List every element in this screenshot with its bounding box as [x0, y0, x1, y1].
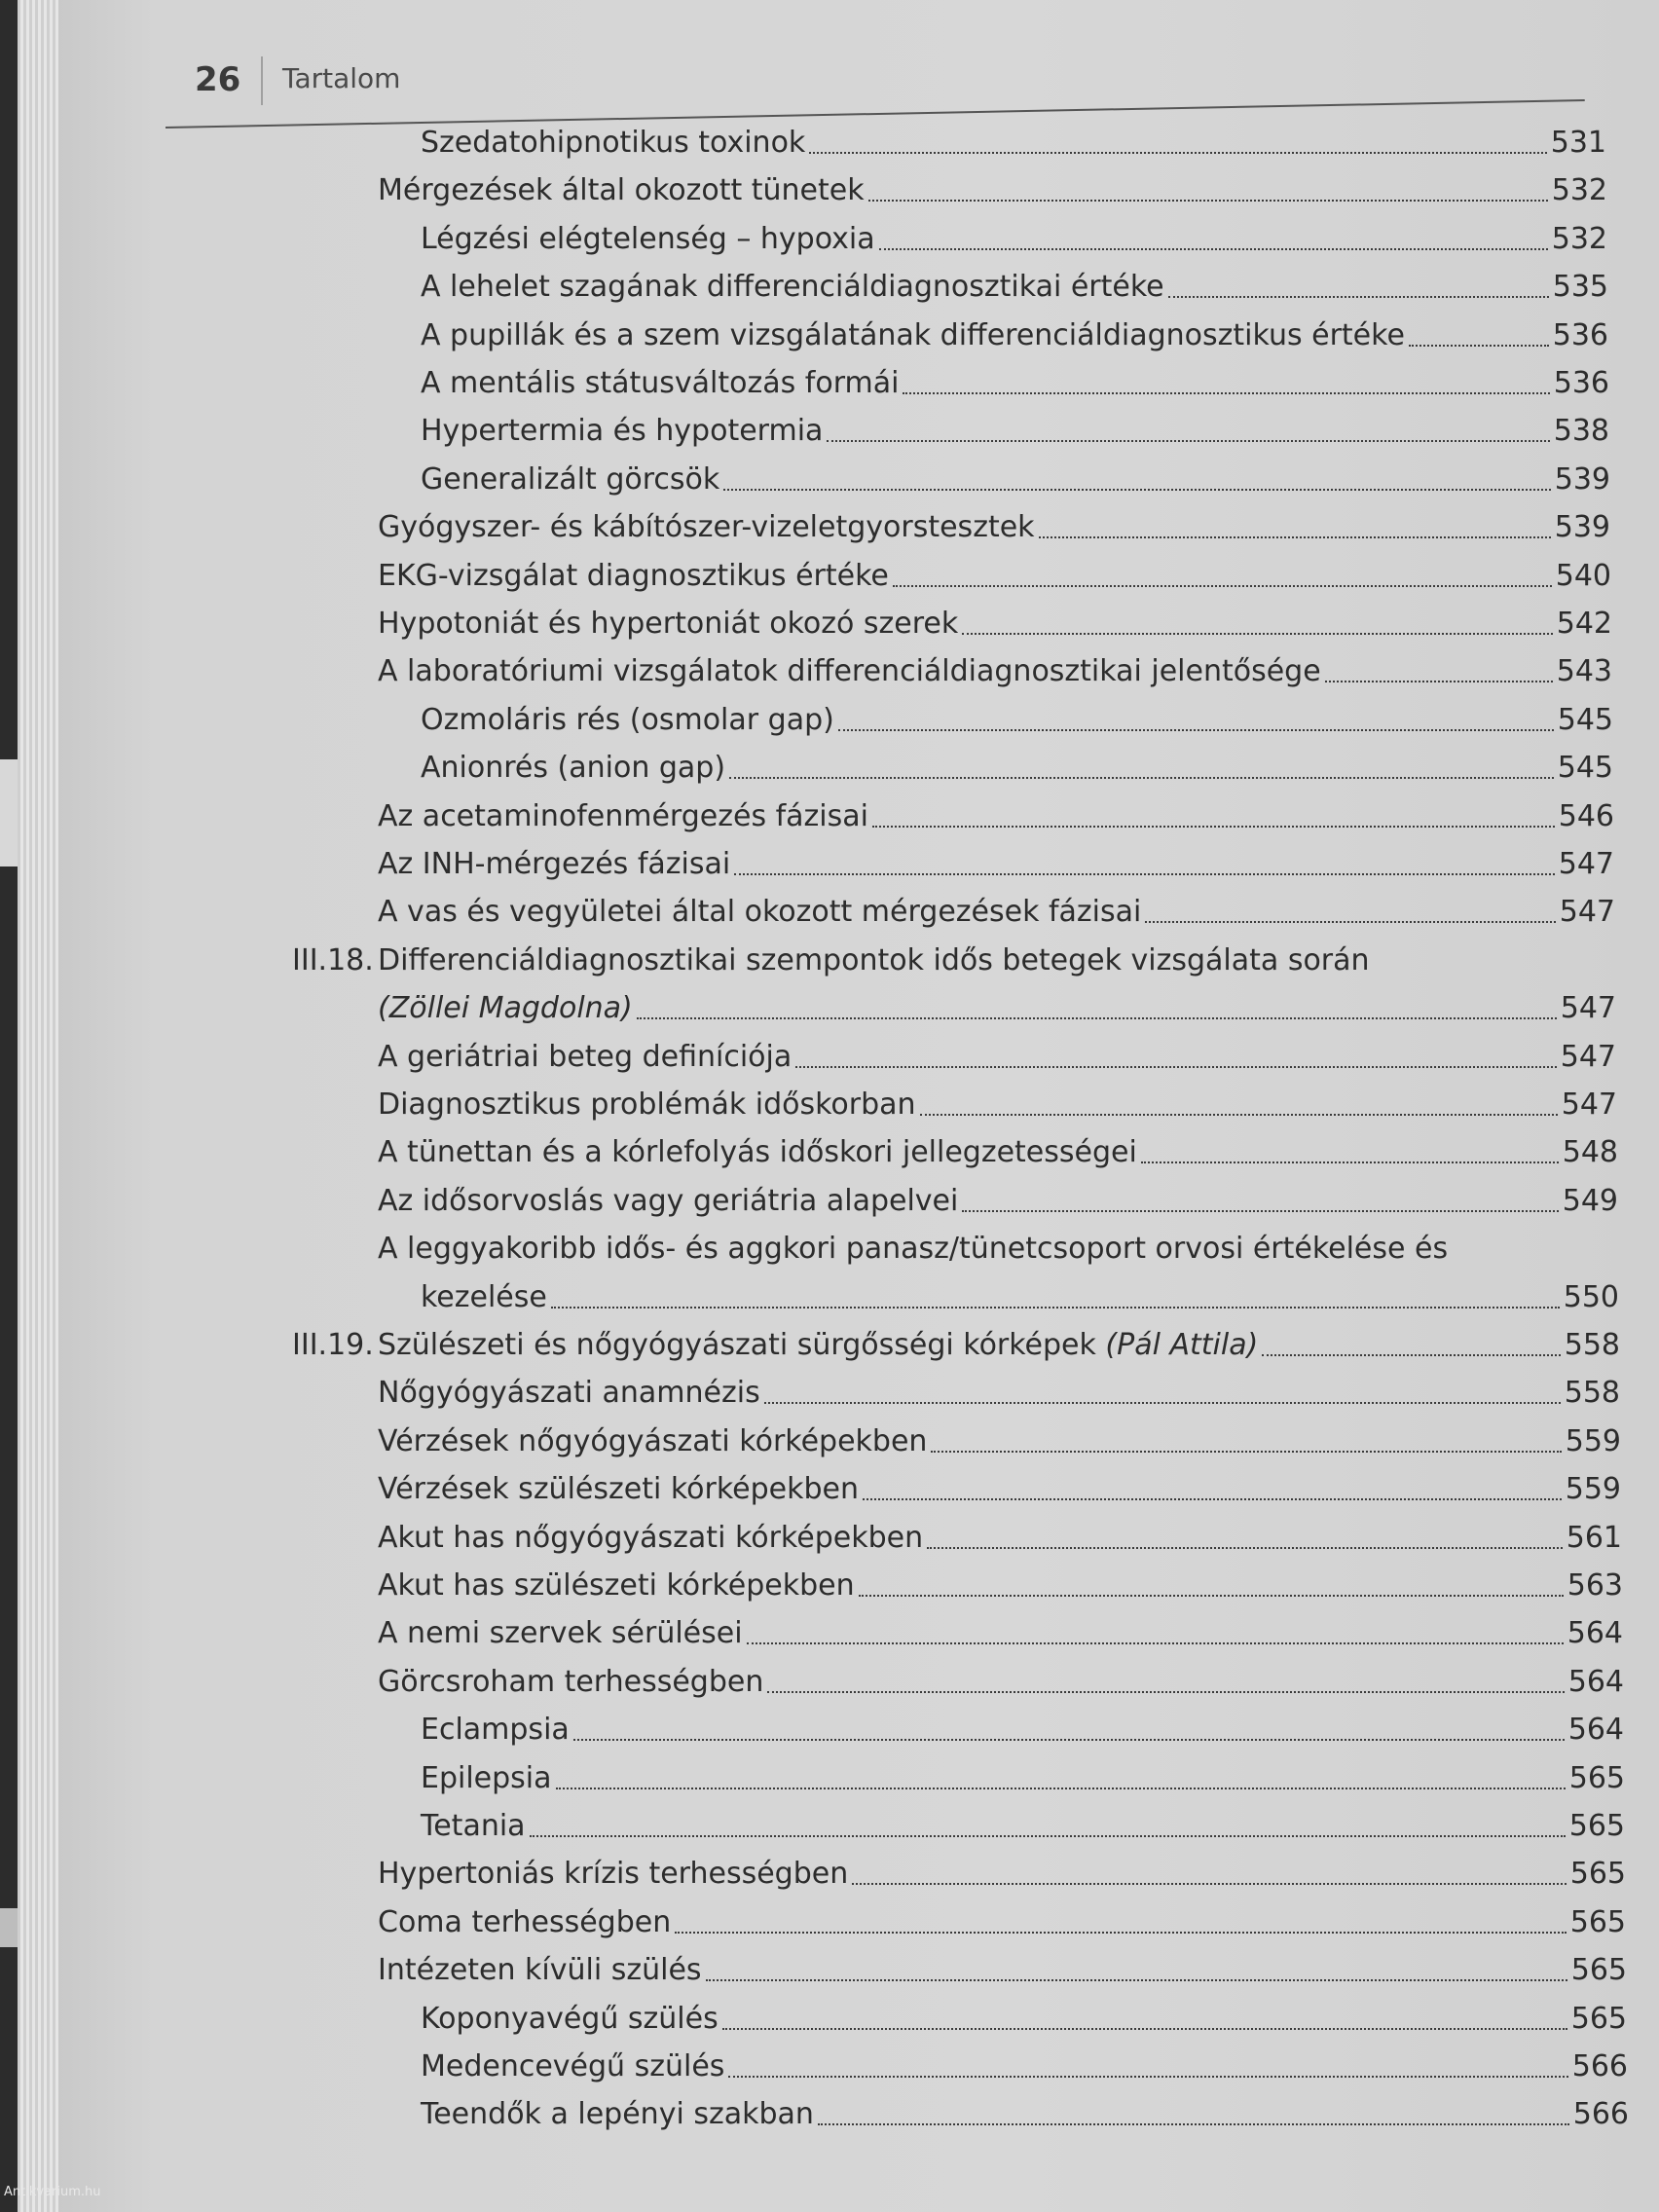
toc-leader-dots — [573, 1739, 1565, 1741]
toc-leader-dots — [1325, 681, 1553, 682]
toc-leader-dots — [818, 2123, 1569, 2125]
toc-entry-title-text: Anionrés (anion gap) — [421, 751, 726, 785]
toc-leader-dots — [920, 1114, 1558, 1116]
toc-page-number: 540 — [1555, 559, 1611, 593]
toc-entry — [421, 702, 1613, 743]
toc-entry — [378, 653, 1612, 694]
toc-entry-title — [421, 126, 805, 166]
toc-entry-title — [378, 510, 1035, 550]
toc-entry — [378, 1904, 1626, 1945]
toc-entry-title-text: Teendők a lepényi szakban — [421, 2097, 814, 2131]
toc-entry-title-text: Generalizált görcsök — [421, 462, 720, 497]
toc-entry — [421, 413, 1609, 454]
toc-page-number: 566 — [1571, 2049, 1628, 2083]
toc-entry — [378, 1183, 1618, 1224]
toc-entry-title-text: Vérzések szülészeti kórképekben — [378, 1472, 859, 1506]
toc-leader-dots — [893, 585, 1552, 587]
page-number: 26 — [195, 60, 241, 99]
toc-entry-title-text: Tetania — [421, 1809, 526, 1843]
toc-entry-title-text: Koponyavégű szülés — [421, 2002, 719, 2036]
toc-entry — [421, 125, 1606, 166]
toc-leader-dots — [637, 1017, 1557, 1019]
toc-page-number: 545 — [1557, 703, 1613, 737]
toc-page-number: 545 — [1557, 751, 1613, 785]
toc-entry — [421, 461, 1610, 502]
toc-leader-dots — [827, 440, 1549, 442]
toc-entry-title — [421, 270, 1164, 310]
toc-entry-title-text: Differenciáldiagnosztikai szempontok idős betegek vizsgálata során — [378, 943, 1370, 977]
toc-page-number: 565 — [1569, 1857, 1626, 1891]
toc-page-number: 548 — [1562, 1135, 1618, 1169]
toc-leader-dots — [931, 1451, 1561, 1453]
toc-entry-title — [378, 895, 1141, 935]
toc-entry-title-text: Akut has szülészeti kórképekben — [378, 1568, 855, 1603]
toc-page-number: 547 — [1558, 847, 1614, 881]
toc-entry — [421, 1760, 1625, 1801]
toc-entry — [378, 990, 1616, 1031]
toc-leader-dots — [723, 489, 1550, 491]
toc-entry — [378, 558, 1611, 599]
toc-entry-title — [421, 462, 719, 502]
toc-page-number: 559 — [1565, 1424, 1621, 1458]
toc-page-number: 563 — [1567, 1568, 1623, 1603]
toc-leader-dots — [530, 1835, 1566, 1837]
toc-entry-title — [378, 1616, 743, 1656]
toc-leader-dots — [927, 1547, 1563, 1549]
toc-leader-dots — [809, 152, 1546, 154]
book-spine — [0, 0, 19, 2212]
toc-entry — [378, 798, 1614, 839]
toc-page-number: 542 — [1556, 607, 1612, 641]
toc-entry — [378, 1134, 1618, 1175]
toc-entry-title — [378, 1665, 763, 1705]
toc-leader-dots — [962, 1210, 1558, 1212]
toc-entry-title-text: Görcsroham terhességben — [378, 1665, 764, 1699]
toc-entry-title-text: A geriátriai beteg definíciója — [378, 1040, 793, 1074]
toc-entry-title-text: Gyógyszer- és kábítószer-vizeletgyorstesztek — [378, 510, 1035, 544]
toc-entry — [378, 509, 1610, 550]
toc-page-number: 559 — [1565, 1472, 1621, 1506]
toc-leader-dots — [556, 1788, 1566, 1789]
toc-leader-dots — [747, 1642, 1564, 1644]
toc-page-number: 549 — [1562, 1184, 1618, 1218]
toc-entry — [378, 606, 1612, 646]
toc-page-number: 532 — [1551, 222, 1607, 256]
toc-entry-author: (Zöllei Magdolna) — [378, 991, 633, 1025]
toc-entry-author: (Pál Attila) — [1105, 1328, 1259, 1362]
toc-entry — [378, 894, 1615, 935]
toc-page-number: 532 — [1551, 173, 1607, 207]
toc-entry-title — [378, 1424, 927, 1464]
toc-page-number: 565 — [1570, 2002, 1627, 2036]
toc-leader-dots — [551, 1307, 1560, 1309]
toc-entry-title-text: Intézeten kívüli szülés — [378, 1953, 702, 1987]
toc-entry-title — [421, 2097, 814, 2137]
toc-page-number: 535 — [1552, 270, 1608, 304]
toc-page-number: 561 — [1566, 1521, 1622, 1555]
toc-leader-dots — [859, 1595, 1564, 1597]
toc-page-number: 539 — [1554, 510, 1610, 544]
toc-leader-dots — [872, 826, 1555, 828]
toc-entry-title — [378, 943, 1370, 983]
toc-leader-dots — [1145, 921, 1555, 923]
toc-entry-title — [378, 799, 868, 839]
toc-entry-title-text: Hypertoniás krízis terhességben — [378, 1857, 849, 1891]
toc-page-number: 565 — [1570, 1953, 1627, 1987]
toc-entry-title — [378, 1857, 848, 1897]
toc-leader-dots — [706, 1979, 1567, 1981]
toc-entry-title-text: Hypertermia és hypotermia — [421, 414, 824, 448]
toc-leader-dots — [868, 200, 1548, 202]
toc-page-number: 531 — [1550, 126, 1606, 160]
toc-entry — [378, 1952, 1627, 1993]
toc-entry — [378, 172, 1607, 213]
toc-entry — [421, 221, 1607, 262]
toc-entry — [378, 1567, 1623, 1608]
toc-entry-title — [378, 847, 730, 887]
toc-leader-dots — [767, 1691, 1564, 1693]
running-header-title: Tartalom — [282, 62, 401, 94]
toc-leader-dots — [838, 729, 1554, 731]
toc-leader-dots — [734, 873, 1555, 875]
toc-page-number: 547 — [1561, 1088, 1617, 1122]
toc-entry-title — [421, 366, 899, 406]
toc-entry-title-text: Hypotoniát és hypertoniát okozó szerek — [378, 607, 959, 641]
toc-entry-title-text: Epilepsia — [421, 1761, 552, 1795]
toc-page-number: 543 — [1556, 654, 1612, 688]
toc-entry-title — [421, 414, 823, 454]
toc-entry-title-text: A mentális státusváltozás formái — [421, 366, 900, 400]
toc-entry-title — [378, 1953, 702, 1993]
toc-entry — [378, 1520, 1622, 1561]
toc-entry-title — [421, 318, 1405, 358]
toc-leader-dots — [795, 1066, 1556, 1068]
toc-entry — [378, 1423, 1621, 1464]
toc-entry — [421, 2001, 1627, 2042]
toc-entry-title-text: Az INH-mérgezés fázisai — [378, 847, 731, 881]
toc-entry — [421, 365, 1609, 406]
toc-page-number: 565 — [1568, 1809, 1625, 1843]
toc-entry — [421, 317, 1608, 358]
toc-page-number: 547 — [1560, 1040, 1616, 1074]
toc-entry — [421, 1808, 1625, 1849]
toc-entry — [378, 1087, 1617, 1127]
toc-entry-title — [421, 2002, 719, 2042]
toc-entry — [378, 1375, 1620, 1416]
toc-entry-title-text: Ozmoláris rés (osmolar gap) — [421, 703, 834, 737]
toc-entry-title — [378, 1184, 958, 1224]
toc-entry — [421, 1712, 1624, 1752]
toc-section-number: III.18. — [292, 943, 374, 977]
toc-entry-title — [378, 1521, 923, 1561]
toc-entry-title-text: A vas és vegyületei által okozott mérgezések fázisai — [378, 895, 1142, 929]
toc-entry — [378, 1856, 1626, 1897]
toc-entry-title-text: Az idősorvoslás vagy geriátria alapelvei — [378, 1184, 959, 1218]
toc-page-number: 558 — [1564, 1328, 1620, 1362]
toc-entry — [378, 1471, 1621, 1512]
toc-entry-title-text: Szedatohipnotikus toxinok — [421, 126, 806, 160]
toc-entry-title-text: Medencevégű szülés — [421, 2049, 725, 2083]
toc-entry-title — [421, 1761, 552, 1801]
toc-entry-title — [378, 559, 889, 599]
toc-page-number: 564 — [1567, 1713, 1624, 1747]
toc-entry-title-text: A pupillák és a szem vizsgálatának differenciáldiagnosztikus értéke — [421, 318, 1405, 352]
toc-entry-title-text: A leggyakoribb idős- és aggkori panasz/tünetcsoport orvosi értékelése és — [378, 1232, 1449, 1266]
toc-entry-title-text: kezelése — [421, 1280, 547, 1314]
toc-leader-dots — [1039, 536, 1551, 538]
toc-entry — [421, 2096, 1629, 2137]
toc-page-number: 539 — [1554, 462, 1610, 497]
toc-entry — [292, 942, 1615, 983]
toc-entry — [378, 846, 1614, 887]
toc-entry-title — [421, 1713, 570, 1752]
toc-entry-title — [421, 222, 875, 262]
toc-page-number: 564 — [1567, 1665, 1624, 1699]
toc-page-number: 547 — [1560, 991, 1616, 1025]
toc-entry-title — [378, 607, 958, 646]
toc-page-number: 566 — [1572, 2097, 1629, 2131]
toc-entry-title — [378, 654, 1321, 694]
watermark-text: Antikvarium.hu — [4, 2185, 101, 2199]
toc-leader-dots — [1168, 296, 1549, 298]
toc-entry — [421, 1279, 1619, 1320]
toc-entry — [378, 1039, 1616, 1080]
toc-page-number: 536 — [1552, 318, 1608, 352]
toc-entry-title-text: A laboratóriumi vizsgálatok differenciáldiagnosztikai jelentősége — [378, 654, 1321, 688]
toc-page-number: 538 — [1553, 414, 1609, 448]
toc-entry-title-text: Akut has nőgyógyászati kórképekben — [378, 1521, 924, 1555]
toc-leader-dots — [879, 248, 1548, 250]
toc-entry-title — [378, 1232, 1448, 1272]
toc-entry-title-text: EKG-vizsgálat diagnosztikus értéke — [378, 559, 889, 593]
toc-entry-title-text: Diagnosztikus problémák időskorban — [378, 1088, 916, 1122]
toc-entry-title-text: Az acetaminofenmérgezés fázisai — [378, 799, 868, 833]
toc-leader-dots — [722, 2028, 1567, 2030]
toc-entry-title — [378, 1135, 1137, 1175]
toc-entry-title-text: Légzési elégtelenség – hypoxia — [421, 222, 875, 256]
toc-entry-title — [378, 1905, 671, 1945]
toc-page-number: 546 — [1558, 799, 1614, 833]
toc-entry-title-text: Vérzések nőgyógyászati kórképekben — [378, 1424, 928, 1458]
toc-entry-title — [378, 1088, 916, 1127]
toc-entry — [378, 1231, 1619, 1272]
toc-leader-dots — [863, 1498, 1562, 1500]
toc-section-number: III.19. — [292, 1328, 374, 1362]
toc-entry-title-text: Nőgyógyászati anamnézis — [378, 1376, 760, 1410]
toc-leader-dots — [764, 1402, 1561, 1404]
spine-light-band-lower — [0, 1908, 19, 1947]
toc-entry-title-text: A tünettan és a kórlefolyás időskori jellegzetességei — [378, 1135, 1137, 1169]
toc-entry-title — [421, 751, 725, 791]
toc-entry — [378, 1664, 1624, 1705]
toc-leader-dots — [1409, 345, 1549, 347]
toc-entry-title — [378, 1472, 859, 1512]
toc-entry — [292, 1327, 1620, 1368]
toc-page-number: 547 — [1559, 895, 1615, 929]
toc-entry-title — [421, 2049, 724, 2089]
toc-entry-title-text: Mérgezések által okozott tünetek — [378, 173, 865, 207]
toc-entry-title — [378, 1328, 1258, 1368]
toc-page-number: 536 — [1553, 366, 1609, 400]
toc-leader-dots — [729, 777, 1554, 779]
toc-page-number: 558 — [1564, 1376, 1620, 1410]
toc-entry-title — [378, 1376, 760, 1416]
toc-entry — [421, 269, 1608, 310]
spine-light-band — [0, 759, 19, 866]
toc-page-number: 564 — [1567, 1616, 1623, 1650]
toc-page-number: 565 — [1568, 1761, 1625, 1795]
toc-leader-dots — [728, 2076, 1567, 2078]
toc-entry — [421, 750, 1613, 791]
toc-entry-title — [421, 1280, 547, 1320]
toc-entry — [378, 1615, 1623, 1656]
toc-entry-title — [378, 1568, 855, 1608]
toc-entry-title-text: Eclampsia — [421, 1713, 570, 1747]
toc-entry-title-text: Coma terhességben — [378, 1905, 672, 1939]
toc-leader-dots — [903, 392, 1549, 394]
toc-page-number: 550 — [1563, 1280, 1619, 1314]
toc-leader-dots — [852, 1883, 1567, 1885]
toc-entry-title-text: A lehelet szagának differenciáldiagnosztikai értéke — [421, 270, 1164, 304]
toc-page-number: 565 — [1569, 1905, 1626, 1939]
toc-leader-dots — [962, 633, 1553, 635]
toc-entry-title — [378, 991, 633, 1031]
toc-entry-title-text: Szülészeti és nőgyógyászati sürgősségi kórképek — [378, 1328, 1106, 1362]
header-separator — [261, 56, 263, 105]
toc-entry-title — [421, 703, 834, 743]
toc-entry-title — [378, 1040, 792, 1080]
toc-entry — [421, 2048, 1628, 2089]
toc-leader-dots — [1262, 1354, 1560, 1356]
toc-entry-title-text: A nemi szervek sérülései — [378, 1616, 743, 1650]
toc-entry-title — [421, 1809, 526, 1849]
toc-entry-title — [378, 173, 865, 213]
toc-leader-dots — [675, 1932, 1567, 1934]
toc-leader-dots — [1141, 1161, 1559, 1163]
